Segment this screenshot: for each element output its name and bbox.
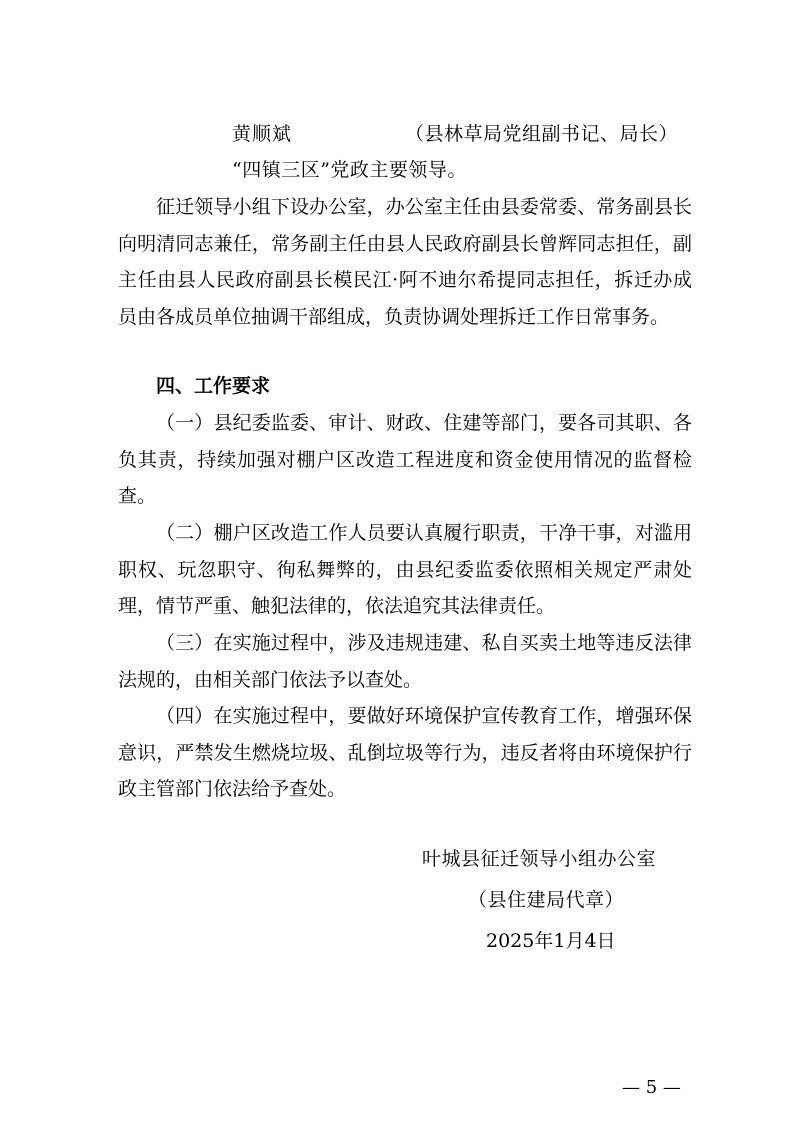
requirement-item-1: （一）县纪委监委、审计、财政、住建等部门，要各司其职、各负其责，持续加强对棚户区改造工程进度和资金使用情况的监督检查。	[118, 412, 692, 507]
requirement-item-2: （二）棚户区改造工作人员要认真履行职责，干净干事，对滥用职权、玩忽职守、徇私舞弊的，由县纪委监委依照相关规定严肃处理，情节严重、触犯法律的，依法追究其法律责任。	[118, 522, 692, 617]
signature-date: 2025年1月4日	[486, 930, 616, 952]
signature-seal-note: （县住建局代章）	[468, 889, 625, 911]
signature-org: 叶城县征迁领导小组办公室	[422, 848, 657, 870]
section-heading: 四、工作要求	[156, 375, 271, 397]
office-paragraph: 征迁领导小组下设办公室，办公室主任由县委常委、常务副县长向明清同志兼任，常务副主任由县人民政府副县长曾辉同志担任，副主任由县人民政府副县长模民江·阿不迪尔希提同志担任，拆迁办成员由各成员单位抽调干部组成，负责协调处理拆迁工作日常事务。	[118, 196, 692, 328]
requirement-item-4: （四）在实施过程中，要做好环境保护宣传教育工作，增强环保意识，严禁发生燃烧垃圾、乱倒垃圾等行为，违反者将由环境保护行政主管部门依法给予查处。	[118, 705, 692, 800]
member-group: “四镇三区”党政主要领导。	[232, 159, 467, 181]
member-title: （县林草局党组副书记、局长）	[405, 123, 679, 145]
page-number: — 5 —	[622, 1077, 681, 1098]
member-name: 黄顺斌	[232, 123, 293, 145]
requirement-item-3: （三）在实施过程中，涉及违规违建、私自买卖土地等违反法律法规的，由相关部门依法予以查处。	[118, 632, 692, 691]
